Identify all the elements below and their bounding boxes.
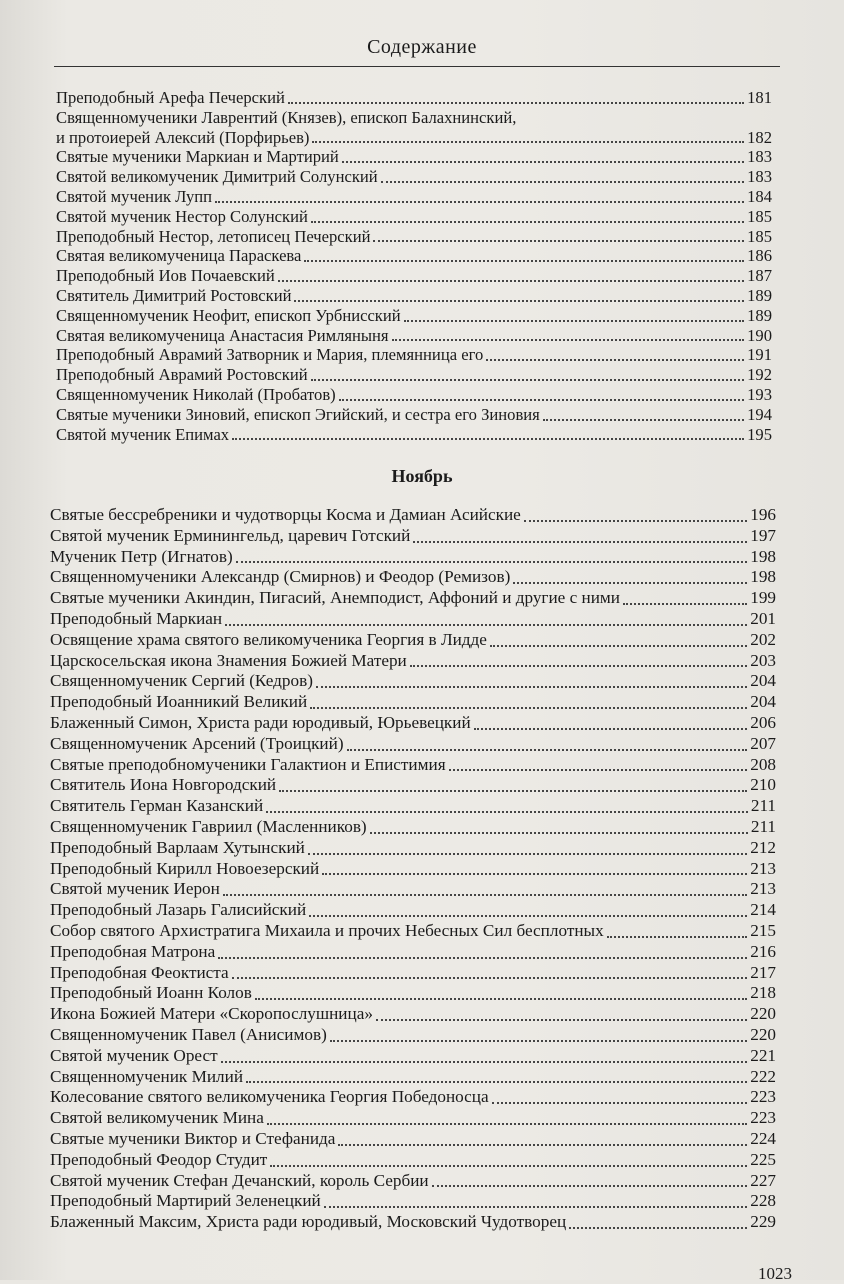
dot-leader [607,935,748,938]
toc-entry [50,1025,776,1046]
toc-entry-title-line: Священномученики Лаврентий (Князев), епископ Балахнинский, [56,107,517,127]
toc-entry-page: 223 [750,1087,776,1107]
toc-entry [50,1004,776,1025]
dot-leader [308,852,747,855]
toc-entry-page: 198 [750,546,776,566]
toc-entry-title: Преподобный Кирилл Новоезерский [50,858,320,878]
toc-entry-page: 220 [750,1004,776,1024]
dot-leader [225,623,747,626]
toc-entry [50,963,776,984]
toc-entry-page: 198 [750,567,776,587]
toc-entry-title: Священномученик Николай (Пробатов) [56,384,336,404]
toc-entry-title: Святитель Герман Казанский [50,796,264,816]
toc-entry [50,879,776,900]
toc-entry-page: 204 [750,671,776,691]
toc-entry [50,609,776,630]
toc-entry-page: 217 [750,962,776,982]
toc-entry-page: 204 [750,692,776,712]
toc-entry-title: Святые мученики Виктор и Стефанида [50,1128,336,1148]
dot-leader [255,997,747,1000]
toc-entry [50,1087,776,1108]
toc-entry-page: 223 [750,1108,776,1128]
toc-entry [56,365,772,385]
dot-leader [339,398,744,401]
toc-entry-page: 189 [747,305,772,325]
toc-entry [50,1150,776,1171]
toc-entry-page: 229 [750,1212,776,1232]
toc-entry [50,505,776,526]
header-rule [54,66,780,67]
toc-entry-page: 221 [750,1045,776,1065]
toc-entry-page: 210 [750,775,776,795]
dot-leader [232,437,744,440]
dot-leader [413,540,747,543]
dot-leader [524,519,747,522]
toc-entry [50,567,776,588]
toc-entry-title: Преподобный Маркиан [50,608,223,628]
dot-leader [246,1080,747,1083]
toc-entry [56,207,772,227]
toc-entry-title: Святой мученик Лупп [56,186,213,206]
toc-entry-title: Святой мученик Епимах [56,424,230,444]
toc-entry [56,147,772,167]
dot-leader [215,200,744,203]
toc-entry-title: Святые мученики Маркиан и Мартирий [56,147,339,167]
toc-entry [50,859,776,880]
toc-entry-title: Преподобный Аврамий Ростовский [56,365,308,385]
dot-leader [270,1164,747,1167]
toc-entry [50,942,776,963]
page-header-title: Содержание [367,36,477,58]
dot-leader [410,664,747,667]
dot-leader [513,581,747,584]
toc-entry-title: Священномученик Милий [50,1066,244,1086]
toc-entry-page: 181 [747,88,772,107]
dot-leader [347,748,748,751]
page-number: 1023 [758,1264,792,1283]
toc-entry [50,671,776,692]
toc-entry [56,227,772,247]
toc-entry [50,1108,776,1129]
toc-entry-title: Собор святого Архистратига Михаила и прочих Небесных Сил бесплотных [50,920,604,940]
toc-entry-title: Преподобный Мартирий Зеленецкий [50,1191,321,1211]
toc-entry-page: 220 [750,1024,776,1044]
toc-entry-title: Святые преподобномученики Галактион и Епистимия [50,754,446,774]
dot-leader [310,706,747,709]
toc-entry-title: Освящение храма святого великомученика Георгия в Лидде [50,629,487,649]
dot-leader [449,768,748,771]
toc-entry-page: 191 [747,345,772,365]
dot-leader [486,358,744,361]
dot-leader [221,1060,748,1063]
toc-entry-title: Святая великомученица Параскева [56,246,302,266]
toc-entry-page: 208 [750,754,776,774]
toc-entry-title: Святой великомученик Димитрий Солунский [56,167,378,187]
toc-entry-page: 222 [750,1066,776,1086]
toc-entry-page: 202 [750,629,776,649]
dot-leader [288,101,744,104]
toc-entry-page: 218 [750,983,776,1003]
toc-entry-title: Преподобный Аврамий Затворник и Мария, племянница его [56,345,484,365]
dot-leader [223,893,747,896]
toc-entry-title: Преподобный Феодор Студит [50,1149,268,1169]
toc-entry-title: Святой мученик Стефан Дечанский, король Сербии [50,1170,429,1190]
toc-entry-title: Преподобный Арефа Печерский [56,88,285,107]
dot-leader [279,789,747,792]
toc-entry-page: 207 [750,733,776,753]
toc-entry [56,187,772,207]
month-heading-november: Ноябрь [391,466,453,486]
toc-entry-title: Святые мученики Акиндин, Пигасий, Анемподист, Аффоний и другие с ними [50,588,621,608]
toc-entry [50,983,776,1004]
toc-entry-page: 197 [750,525,776,545]
toc-entry [50,1046,776,1067]
toc-entry-page: 227 [750,1170,776,1190]
toc-entry-title: Святая великомученица Анастасия Римляныня [56,325,389,345]
toc-entry-title: Преподобный Иоанникий Великий [50,692,308,712]
toc-entry [56,385,772,405]
toc-entry [50,1191,776,1212]
dot-leader [309,914,747,917]
dot-leader [490,644,747,647]
dot-leader [312,140,744,143]
toc-entry-title: Святые мученики Зиновий, епископ Эгийский, и сестра его Зиновия [56,404,540,424]
dot-leader [474,727,748,730]
toc-entry-page: 224 [750,1128,776,1148]
toc-entry-title: Преподобная Феоктиста [50,962,229,982]
toc-entry-title: Священномученик Сергий (Кедров) [50,671,313,691]
toc-entry-page: 201 [750,608,776,628]
toc-entry [56,306,772,326]
toc-entry [50,547,776,568]
dot-leader [294,299,744,302]
toc-october-list [56,88,772,444]
toc-entry-title: Блаженный Максим, Христа ради юродивый, Московский Чудотворец [50,1212,567,1232]
dot-leader [370,831,748,834]
toc-entry-title: Святой мученик Орест [50,1045,218,1065]
toc-entry-page: 206 [750,712,776,732]
dot-leader [623,602,747,605]
toc-entry-page: 213 [750,879,776,899]
dot-leader [266,810,748,813]
dot-leader [569,1226,747,1229]
dot-leader [322,872,747,875]
dot-leader [404,319,744,322]
toc-entry-page: 211 [750,816,776,836]
dot-leader [376,1018,747,1021]
toc-entry-title: Преподобный Иов Почаевский [56,266,275,286]
toc-entry-page: 228 [750,1191,776,1211]
dot-leader [381,180,744,183]
toc-entry [56,128,772,148]
toc-entry-page: 184 [747,186,772,206]
toc-entry-page: 199 [750,588,776,608]
dot-leader [373,239,744,242]
toc-entry-page: 183 [747,167,772,187]
toc-entry-title: Блаженный Симон, Христа ради юродивый, Юрьевецкий [50,712,471,732]
toc-entry [56,286,772,306]
toc-entry-title: Преподобный Иоанн Колов [50,983,252,1003]
dot-leader [338,1143,747,1146]
toc-entry [50,775,776,796]
toc-entry [56,167,772,187]
toc-entry [50,630,776,651]
toc-entry-title: Святой мученик Ерминингельд, царевич Готский [50,525,411,545]
toc-entry-title: Царскосельская икона Знамения Божией Матери [50,650,407,670]
toc-entry-page: 215 [750,920,776,940]
toc-entry-page: 214 [750,900,776,920]
toc-entry-title: Преподобная Матрона [50,941,216,961]
toc-entry [50,796,776,817]
toc-entry-page: 211 [750,796,776,816]
toc-entry [50,921,776,942]
toc-entry-title: и протоиерей Алексий (Порфирьев) [56,127,310,147]
toc-entry-title: Священномученик Павел (Анисимов) [50,1024,327,1044]
toc-entry [50,755,776,776]
toc-entry-page: 185 [747,206,772,226]
toc-entry-title: Священномученики Александр (Смирнов) и Феодор (Ремизов) [50,567,511,587]
dot-leader [392,338,745,341]
dot-leader [311,220,744,223]
toc-entry-page: 194 [747,404,772,424]
toc-entry [50,817,776,838]
dot-leader [232,976,748,979]
toc-entry-title: Священномученик Неофит, епископ Урбнисский [56,305,401,325]
dot-leader [324,1205,747,1208]
toc-entry-title: Икона Божией Матери «Скоропослушница» [50,1004,373,1024]
toc-entry [50,1171,776,1192]
toc-november-list [50,505,776,1233]
dot-leader [330,1039,747,1042]
toc-entry [56,405,772,425]
toc-entry-first-line [56,108,772,128]
toc-entry [50,526,776,547]
toc-entry [56,266,772,286]
toc-entry-title: Священномученик Гавриил (Масленников) [50,816,367,836]
toc-entry-page: 195 [747,424,772,444]
toc-entry-title: Святой великомученик Мина [50,1108,264,1128]
toc-entry-page: 186 [747,246,772,266]
toc-entry-page: 193 [747,384,772,404]
toc-entry [50,651,776,672]
toc-entry [50,1129,776,1150]
toc-entry [50,588,776,609]
toc-entry-page: 225 [750,1149,776,1169]
toc-entry-page: 182 [747,127,772,147]
dot-leader [278,279,744,282]
toc-entry-page: 185 [747,226,772,246]
toc-entry-page: 189 [747,285,772,305]
toc-entry-page: 190 [747,325,772,345]
dot-leader [267,1122,747,1125]
dot-leader [218,956,747,959]
toc-entry [56,326,772,346]
toc-entry-page: 196 [750,505,776,524]
toc-entry [56,425,772,445]
toc-entry [56,345,772,365]
toc-entry-title: Преподобный Варлаам Хутынский [50,837,305,857]
toc-entry [50,1067,776,1088]
toc-entry-page: 192 [747,365,772,385]
dot-leader [432,1184,748,1187]
toc-entry-page: 203 [750,650,776,670]
toc-entry-title: Святой мученик Иерон [50,879,220,899]
toc-entry-page: 216 [750,941,776,961]
toc-entry-title: Колесование святого великомученика Георгия Победоносца [50,1087,489,1107]
toc-entry-title: Преподобный Нестор, летописец Печерский [56,226,371,246]
toc-entry-title: Преподобный Лазарь Галисийский [50,900,307,920]
toc-entry [50,734,776,755]
dot-leader [304,259,744,262]
toc-entry [56,88,772,108]
toc-entry-title: Мученик Петр (Игнатов) [50,546,233,566]
toc-entry [50,713,776,734]
toc-entry [50,692,776,713]
dot-leader [492,1101,748,1104]
toc-entry-page: 187 [747,266,772,286]
toc-entry [56,246,772,266]
toc-entry [50,1212,776,1233]
toc-entry-title: Священномученик Арсений (Троицкий) [50,733,344,753]
dot-leader [311,378,744,381]
toc-entry [50,838,776,859]
toc-entry-page: 213 [750,858,776,878]
dot-leader [342,160,744,163]
toc-entry-title: Святые бессребреники и чудотворцы Косма и Дамиан Асийские [50,505,521,524]
toc-entry [50,900,776,921]
dot-leader [543,418,744,421]
toc-entry-title: Святой мученик Нестор Солунский [56,206,308,226]
dot-leader [316,685,747,688]
toc-entry-page: 212 [750,837,776,857]
toc-entry-title: Святитель Димитрий Ростовский [56,285,292,305]
dot-leader [236,560,748,563]
toc-entry-title: Святитель Иона Новгородский [50,775,277,795]
toc-entry-page: 183 [747,147,772,167]
